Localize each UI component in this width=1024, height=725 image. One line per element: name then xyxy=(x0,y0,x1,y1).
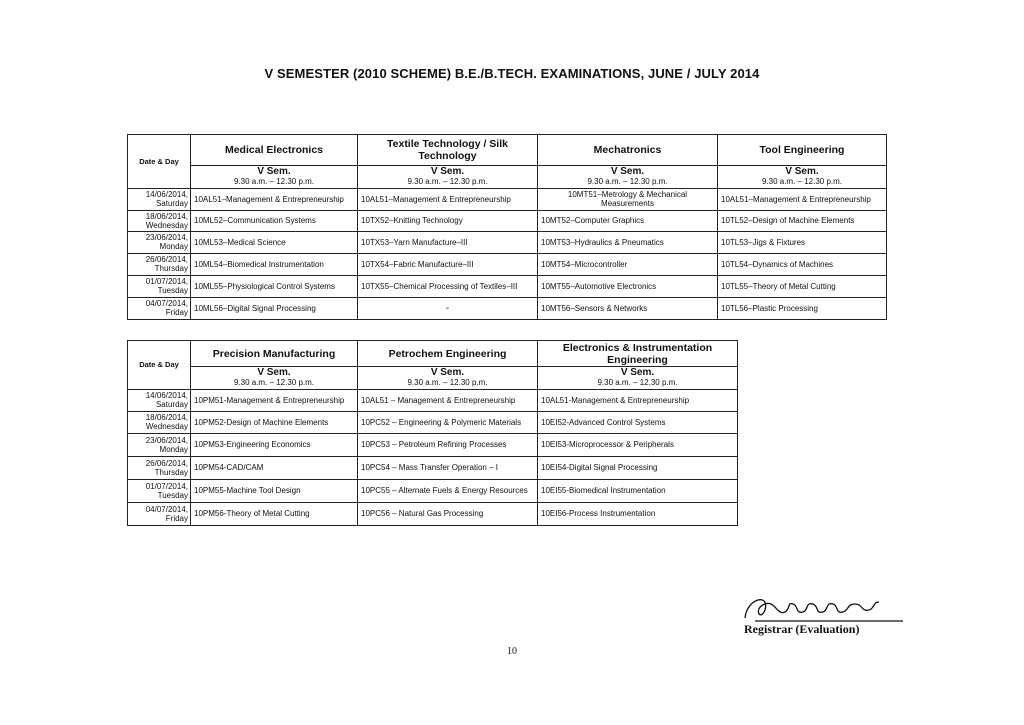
subject-cell: 10TL55–Theory of Metal Cutting xyxy=(718,275,887,297)
table-row xyxy=(128,479,738,502)
subject-cell: 10TX52–Knitting Technology xyxy=(358,210,538,231)
semester-label: V Sem. xyxy=(358,166,538,178)
subject-cell: 10ML56–Digital Signal Processing xyxy=(191,297,358,319)
exam-time: 9.30 a.m. – 12.30 p.m. xyxy=(191,177,358,188)
subject-cell: 10ML54–Biomedical Instrumentation xyxy=(191,253,358,275)
subject-cell: 10PM56-Theory of Metal Cutting xyxy=(191,502,358,525)
subject-cell: 10PC55 – Alternate Fuels & Energy Resources xyxy=(358,479,538,502)
subject-cell: 10TX54–Fabric Manufacture–III xyxy=(358,253,538,275)
semester-label: V Sem. xyxy=(358,367,538,379)
date-cell: 18/06/2014, Wednesday xyxy=(128,210,191,231)
subject-cell: 10PC53 – Petroleum Refining Processes xyxy=(358,433,538,456)
date-cell: 23/06/2014, Monday xyxy=(128,433,191,456)
table-row xyxy=(128,210,887,231)
subject-cell: 10TL52–Design of Machine Elements xyxy=(718,210,887,231)
page-number: 10 xyxy=(507,646,517,657)
date-cell: 18/06/2014, Wednesday xyxy=(128,411,191,433)
exam-time: 9.30 a.m. – 12.30 p.m. xyxy=(191,378,358,389)
exam-time: 9.30 a.m. – 12.30 p.m. xyxy=(718,177,887,188)
subject-cell: 10EI55-Biomedical Instrumentation xyxy=(538,479,738,502)
date-cell: 14/06/2014, Saturday xyxy=(128,188,191,210)
subject-cell: 10ML53–Medical Science xyxy=(191,231,358,253)
branch-header: Electronics & Instrumentation Engineering xyxy=(538,341,738,367)
table-row xyxy=(128,433,738,456)
subject-cell: 10AL51–Management & Entrepreneurship xyxy=(718,188,887,210)
semester-label: V Sem. xyxy=(191,166,358,178)
subject-cell: 10PC52 – Engineering & Polymeric Materials xyxy=(358,411,538,433)
date-cell: 26/06/2014, Thursday xyxy=(128,456,191,479)
table-row xyxy=(128,456,738,479)
subject-cell: 10PM53-Engineering Economics xyxy=(191,433,358,456)
date-cell: 26/06/2014, Thursday xyxy=(128,253,191,275)
date-cell: 14/06/2014, Saturday xyxy=(128,389,191,411)
subject-cell: 10EI53-Microprocessor & Peripherals xyxy=(538,433,738,456)
table-row xyxy=(128,411,738,433)
subject-cell: 10MT51–Metrology & Mechanical Measurements xyxy=(538,188,718,210)
subject-cell: 10PC56 – Natural Gas Processing xyxy=(358,502,538,525)
subject-cell: 10MT54–Microcontroller xyxy=(538,253,718,275)
exam-timetable-2 xyxy=(127,340,738,526)
branch-header: Petrochem Engineering xyxy=(358,341,538,367)
subject-cell: 10TX53–Yarn Manufacture–III xyxy=(358,231,538,253)
subject-cell: 10MT52–Computer Graphics xyxy=(538,210,718,231)
subject-cell: 10ML52–Communication Systems xyxy=(191,210,358,231)
subject-cell: 10EI56-Process Instrumentation xyxy=(538,502,738,525)
semester-label: V Sem. xyxy=(718,166,887,178)
date-cell: 04/07/2014, Friday xyxy=(128,502,191,525)
table-row xyxy=(128,188,887,210)
page-title: V SEMESTER (2010 SCHEME) B.E./B.TECH. EXAMINATIONS, JUNE / JULY 2014 xyxy=(264,66,760,81)
table-row xyxy=(128,253,887,275)
subject-cell: 10TL53–Jigs & Fixtures xyxy=(718,231,887,253)
subject-cell: 10ML55–Physiological Control Systems xyxy=(191,275,358,297)
exam-time: 9.30 a.m. – 12.30 p.m. xyxy=(538,378,738,389)
date-cell: 01/07/2014, Tuesday xyxy=(128,275,191,297)
semester-label: V Sem. xyxy=(538,367,738,379)
subject-cell: 10AL51–Management & Entrepreneurship xyxy=(358,188,538,210)
date-day-header: Date & Day xyxy=(128,135,191,189)
subject-cell: 10EI54-Digital Signal Processing xyxy=(538,456,738,479)
subject-cell: 10MT53–Hydraulics & Pneumatics xyxy=(538,231,718,253)
table-row xyxy=(128,297,887,319)
semester-label: V Sem. xyxy=(538,166,718,178)
subject-cell: 10MT55–Automotive Electronics xyxy=(538,275,718,297)
subject-cell: 10PC54 – Mass Transfer Operation – I xyxy=(358,456,538,479)
table-row xyxy=(128,389,738,411)
date-cell: 01/07/2014, Tuesday xyxy=(128,479,191,502)
subject-cell: 10EI52-Advanced Control Systems xyxy=(538,411,738,433)
subject-cell: 10PM55-Machine Tool Design xyxy=(191,479,358,502)
exam-time: 9.30 a.m. – 12.30 p.m. xyxy=(358,177,538,188)
signature-caption: Registrar (Evaluation) xyxy=(744,622,860,636)
subject-cell: 10AL51-Management & Entrepreneurship xyxy=(538,389,738,411)
subject-cell: 10TL56–Plastic Processing xyxy=(718,297,887,319)
exam-timetable-1 xyxy=(127,134,887,320)
subject-cell: 10TX55–Chemical Processing of Textiles–III xyxy=(358,275,538,297)
subject-cell: - xyxy=(358,297,538,319)
subject-cell: 10AL51–Management & Entrepreneurship xyxy=(191,188,358,210)
table-row xyxy=(128,275,887,297)
subject-cell: 10PM54-CAD/CAM xyxy=(191,456,358,479)
branch-header: Medical Electronics xyxy=(191,135,358,166)
subject-cell: 10PM52-Design of Machine Elements xyxy=(191,411,358,433)
semester-label: V Sem. xyxy=(191,367,358,379)
table-row xyxy=(128,502,738,525)
subject-cell: 10AL51 – Management & Entrepreneurship xyxy=(358,389,538,411)
branch-header: Mechatronics xyxy=(538,135,718,166)
date-day-header: Date & Day xyxy=(128,341,191,390)
exam-time: 9.30 a.m. – 12.30 p.m. xyxy=(538,177,718,188)
branch-header: Tool Engineering xyxy=(718,135,887,166)
subject-cell: 10TL54–Dynamics of Machines xyxy=(718,253,887,275)
date-cell: 23/06/2014, Monday xyxy=(128,231,191,253)
branch-header: Textile Technology / Silk Technology xyxy=(358,135,538,166)
subject-cell: 10PM51-Management & Entrepreneurship xyxy=(191,389,358,411)
exam-time: 9.30 a.m. – 12.30 p.m. xyxy=(358,378,538,389)
table-row xyxy=(128,231,887,253)
subject-cell: 10MT56–Sensors & Networks xyxy=(538,297,718,319)
date-cell: 04/07/2014, Friday xyxy=(128,297,191,319)
branch-header: Precision Manufacturing xyxy=(191,341,358,367)
